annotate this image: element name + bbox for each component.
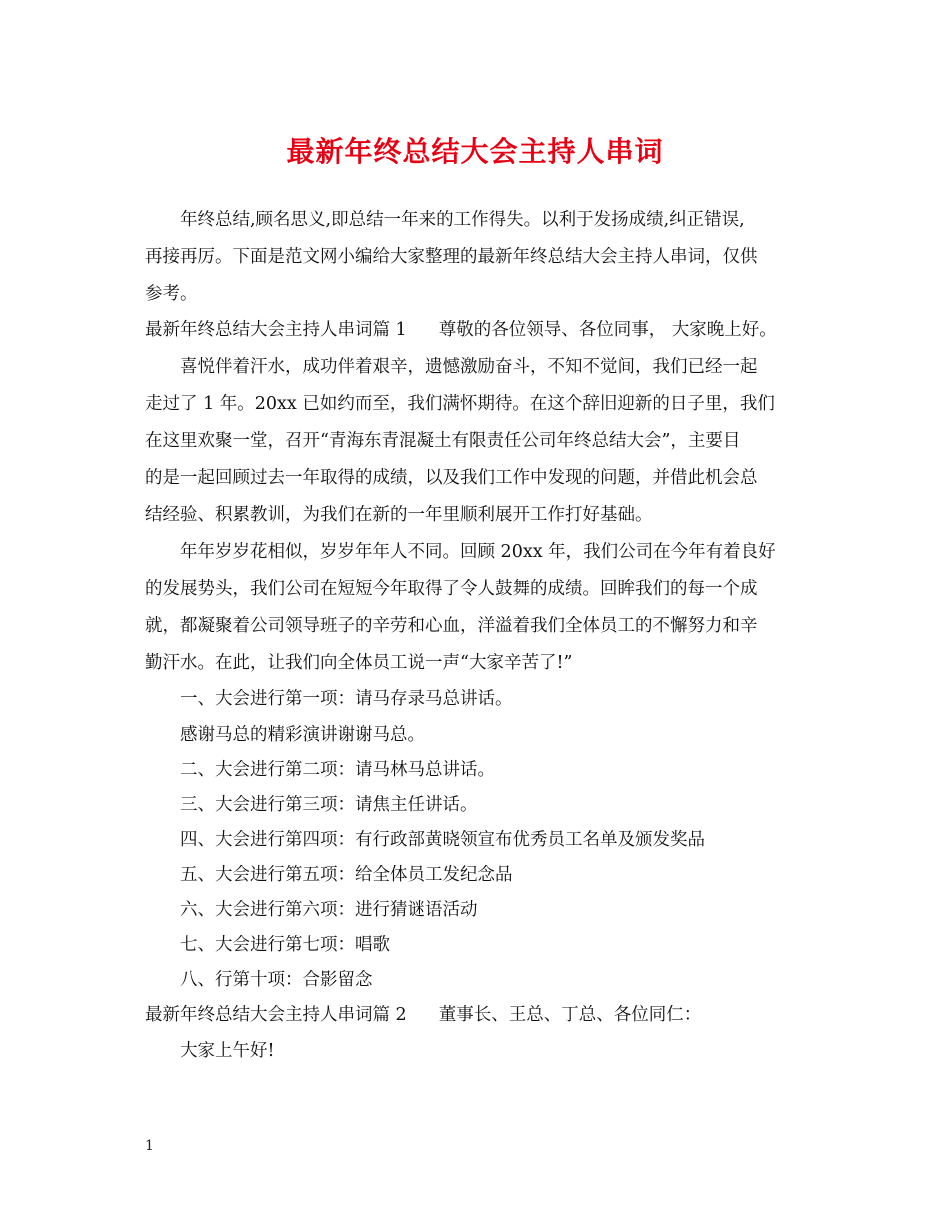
section-2-heading: 最新年终总结大会主持人串词篇 2 xyxy=(145,1005,407,1025)
intro-line-3: 参考。 xyxy=(145,284,198,304)
agenda-item-1: 一、大会进行第一项：请马存录马总讲话。 xyxy=(180,689,513,709)
intro-line-1: 年终总结,顾名思义,即总结一年来的工作得失。以利于发扬成绩,纠正错误, xyxy=(180,210,745,230)
para-1-line-2: 走过了 1 年。20xx 已如约而至，我们满怀期待。在这个辞旧迎新的日子里，我们 xyxy=(145,394,775,414)
agenda-item-6: 六、大会进行第六项：进行猜谜语活动 xyxy=(180,900,478,920)
intro-line-2: 再接再厉。下面是范文网小编给大家整理的最新年终总结大会主持人串词，仅供 xyxy=(145,247,758,267)
para-1-line-4: 的是一起回顾过去一年取得的成绩，以及我们工作中发现的问题，并借此机会总 xyxy=(145,468,758,488)
agenda-item-thanks: 感谢马总的精彩演讲谢谢马总。 xyxy=(180,725,425,745)
page-number: 1 xyxy=(145,1138,154,1154)
agenda-item-3: 三、大会进行第三项：请焦主任讲话。 xyxy=(180,795,478,815)
closing-greeting: 大家上午好! xyxy=(180,1041,275,1061)
section-1-heading-line xyxy=(145,317,825,343)
section-1-heading: 最新年终总结大会主持人串词篇 1 xyxy=(145,320,407,340)
para-2-line-2: 的发展势头，我们公司在短短今年取得了令人鼓舞的成绩。回眸我们的每一个成 xyxy=(145,579,758,599)
agenda-item-2: 二、大会进行第二项：请马林马总讲话。 xyxy=(180,760,495,780)
para-2-line-4: 勤汗水。在此，让我们向全体员工说一声“大家辛苦了!” xyxy=(145,653,573,673)
para-1-line-1: 喜悦伴着汗水，成功伴着艰辛，遗憾激励奋斗，不知不觉间，我们已经一起 xyxy=(180,357,758,377)
section-2-greeting: 董事长、王总、丁总、各位同仁： xyxy=(438,1005,702,1025)
para-1-line-3: 在这里欢聚一堂，召开“青海东青混凝土有限责任公司年终总结大会”，主要目 xyxy=(145,431,741,451)
section-1-greeting: 尊敬的各位领导、各位同事， 大家晚上好。 xyxy=(438,320,777,340)
para-2-line-3: 就，都凝聚着公司领导班子的辛劳和心血，洋溢着我们全体员工的不懈努力和辛 xyxy=(145,616,758,636)
para-1-line-5: 结经验、积累教训，为我们在新的一年里顺利展开工作打好基础。 xyxy=(145,505,653,525)
agenda-item-5: 五、大会进行第五项：给全体员工发纪念品 xyxy=(180,865,513,885)
para-2-line-1: 年年岁岁花相似，岁岁年年人不同。回顾 20xx 年，我们公司在今年有着良好 xyxy=(180,542,776,562)
agenda-item-7: 七、大会进行第七项：唱歌 xyxy=(180,935,390,955)
section-2-heading-line xyxy=(145,1002,825,1028)
agenda-item-4: 四、大会进行第四项：有行政部黄晓领宣布优秀员工名单及颁发奖品 xyxy=(180,830,705,850)
agenda-item-8: 八、行第十项：合影留念 xyxy=(180,970,373,990)
document-title: 最新年终总结大会主持人串词 xyxy=(286,135,664,168)
